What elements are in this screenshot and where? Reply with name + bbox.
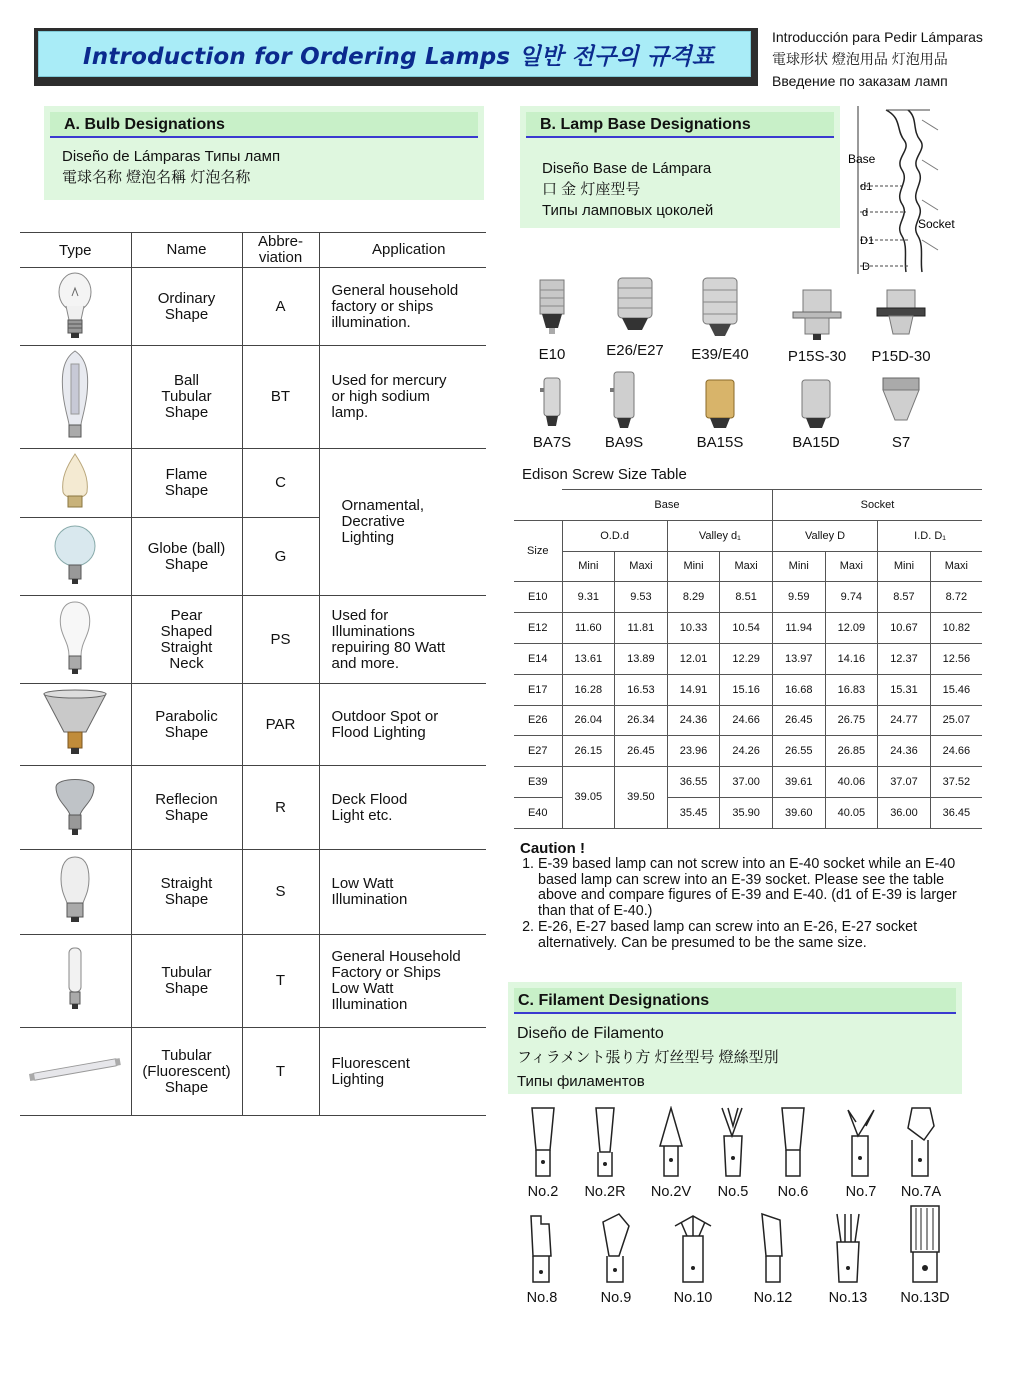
value-cell: 25.07 bbox=[930, 705, 982, 736]
base-ba7s bbox=[530, 374, 574, 451]
base-label: S7 bbox=[891, 434, 911, 451]
bulb-image-globe bbox=[20, 518, 131, 596]
header-size: Size bbox=[514, 520, 562, 582]
header-mini: Mini bbox=[562, 551, 615, 582]
table-header-row bbox=[514, 520, 982, 551]
section-c-heading: C. Filament Designations bbox=[514, 988, 956, 1014]
value-cell: 9.31 bbox=[562, 582, 615, 613]
filament-no2-icon bbox=[528, 1106, 558, 1180]
filament-no2v-icon bbox=[656, 1106, 686, 1180]
diagram-label: d bbox=[862, 207, 869, 219]
section-b-line: 口 金 灯座型号 bbox=[542, 181, 641, 198]
header-id: I.D. D₁ bbox=[878, 520, 982, 551]
size-cell: E14 bbox=[514, 643, 562, 674]
filament-label: No.9 bbox=[600, 1290, 632, 1306]
diagram-label: D1 bbox=[860, 235, 875, 247]
value-cell: 10.33 bbox=[667, 613, 720, 644]
bulb-name: Straight Shape bbox=[160, 875, 213, 908]
filament-no2r bbox=[580, 1106, 630, 1200]
base-e39-icon bbox=[697, 276, 743, 342]
header-mini: Mini bbox=[878, 551, 931, 582]
bulb-application: General household factory or ships illumination. bbox=[331, 281, 459, 331]
filament-label: No.2 bbox=[527, 1184, 559, 1200]
value-cell: 15.46 bbox=[930, 674, 982, 705]
header-application: Application bbox=[319, 233, 486, 268]
value-cell: 40.05 bbox=[825, 797, 878, 828]
value-cell: 24.66 bbox=[720, 705, 773, 736]
table-header-row bbox=[514, 490, 982, 521]
section-b-lines bbox=[542, 158, 713, 221]
header-maxi: Maxi bbox=[720, 551, 773, 582]
value-cell: 11.81 bbox=[615, 613, 668, 644]
base-p15d-icon bbox=[875, 288, 927, 344]
bulb-abbr: BT bbox=[242, 346, 319, 449]
bulb-application: Low Watt Illumination bbox=[331, 875, 408, 908]
filament-no7a-icon bbox=[904, 1106, 938, 1180]
value-cell: 26.85 bbox=[825, 736, 878, 767]
value-cell: 12.09 bbox=[825, 613, 878, 644]
filament-no12 bbox=[750, 1212, 796, 1306]
value-cell: 35.90 bbox=[720, 797, 773, 828]
base-ba7s-icon bbox=[538, 374, 566, 430]
bulb-image-ordinary bbox=[20, 268, 131, 346]
filament-no6-icon bbox=[778, 1106, 808, 1180]
base-p15s bbox=[784, 288, 850, 365]
value-cell: 37.00 bbox=[720, 767, 773, 798]
base-label: P15D-30 bbox=[871, 348, 931, 365]
base-ba15d-icon bbox=[796, 378, 836, 430]
bulb-image-pear bbox=[20, 596, 131, 684]
value-cell: 10.82 bbox=[930, 613, 982, 644]
value-cell: 35.45 bbox=[667, 797, 720, 828]
value-cell: 36.00 bbox=[878, 797, 931, 828]
base-ba15s bbox=[692, 378, 748, 451]
table-row bbox=[20, 766, 486, 850]
base-ba15d bbox=[788, 378, 844, 451]
filament-no2v bbox=[646, 1106, 696, 1200]
base-ba9s-icon bbox=[609, 370, 639, 430]
section-a-line: 電球名称 燈泡名稱 灯泡名称 bbox=[62, 169, 251, 186]
table-row bbox=[20, 268, 486, 346]
base-label: BA7S bbox=[532, 434, 572, 451]
tubular-bulb-icon bbox=[63, 946, 87, 1012]
header-base: Base bbox=[562, 490, 772, 521]
section-a-heading: A. Bulb Designations bbox=[50, 112, 478, 138]
table-row bbox=[20, 850, 486, 935]
section-b-heading: B. Lamp Base Designations bbox=[526, 112, 834, 138]
base-label: BA15D bbox=[792, 434, 840, 451]
filament-no5-icon bbox=[718, 1106, 748, 1180]
base-e10 bbox=[524, 276, 580, 363]
value-cell: 23.96 bbox=[667, 736, 720, 767]
value-cell: 8.72 bbox=[930, 582, 982, 613]
caution-title: Caution ! bbox=[520, 840, 585, 857]
value-cell: 37.52 bbox=[930, 767, 982, 798]
parabolic-bulb-icon bbox=[42, 688, 108, 758]
table-row bbox=[514, 613, 982, 644]
table-row bbox=[514, 582, 982, 613]
fluorescent-tube-icon bbox=[27, 1055, 123, 1085]
table-row bbox=[20, 935, 486, 1028]
bulb-abbr: C bbox=[242, 449, 319, 518]
filament-no13d-icon bbox=[905, 1204, 945, 1286]
header-valley-d1: Valley d₁ bbox=[667, 520, 772, 551]
straight-bulb-icon bbox=[55, 855, 95, 925]
bulb-abbr: PAR bbox=[242, 684, 319, 766]
title-subtitle bbox=[772, 26, 983, 92]
header-name: Name bbox=[131, 233, 242, 268]
bulb-abbr: PS bbox=[242, 596, 319, 684]
bulb-image-fluorescent bbox=[20, 1028, 131, 1116]
size-cell: E17 bbox=[514, 674, 562, 705]
ordinary-bulb-icon bbox=[52, 270, 98, 340]
bulb-designation-table bbox=[20, 232, 486, 1116]
filament-no8 bbox=[520, 1212, 564, 1306]
filament-label: No.13 bbox=[828, 1290, 868, 1306]
bulb-application: Used for mercury or high sodium lamp. bbox=[331, 372, 447, 421]
size-cell: E26 bbox=[514, 705, 562, 736]
bulb-name: Pear Shaped Straight Neck bbox=[160, 606, 213, 672]
value-cell: 26.34 bbox=[615, 705, 668, 736]
value-cell: 24.77 bbox=[878, 705, 931, 736]
filament-no8-icon bbox=[525, 1212, 559, 1286]
value-cell: 12.37 bbox=[878, 643, 931, 674]
base-ba15s-icon bbox=[700, 378, 740, 430]
section-c-line: Типы филаментов bbox=[517, 1073, 645, 1090]
value-cell: 10.54 bbox=[720, 613, 773, 644]
reflector-bulb-icon bbox=[52, 773, 98, 839]
value-cell: 39.50 bbox=[615, 767, 668, 829]
bulb-image-flame bbox=[20, 449, 131, 518]
value-cell: 13.61 bbox=[562, 643, 615, 674]
bulb-name: Flame Shape bbox=[164, 466, 209, 499]
header-maxi: Maxi bbox=[930, 551, 982, 582]
value-cell: 40.06 bbox=[825, 767, 878, 798]
value-cell: 8.51 bbox=[720, 582, 773, 613]
value-cell: 24.36 bbox=[667, 705, 720, 736]
bulb-name: Ordinary Shape bbox=[157, 289, 216, 323]
bulb-application: Used for Illuminations repuiring 80 Watt and more. bbox=[331, 606, 446, 672]
base-s7-icon bbox=[879, 376, 923, 430]
bulb-name: Reflecion Shape bbox=[155, 790, 218, 824]
value-cell: 39.05 bbox=[562, 767, 615, 829]
filament-label: No.5 bbox=[717, 1184, 749, 1200]
subtitle-line: Введение по заказам ламп bbox=[772, 73, 948, 89]
bulb-image-reflector bbox=[20, 766, 131, 850]
value-cell: 11.60 bbox=[562, 613, 615, 644]
filament-no2 bbox=[520, 1106, 566, 1200]
base-e10-icon bbox=[532, 276, 572, 342]
base-e26 bbox=[602, 276, 668, 359]
bulb-image-parabolic bbox=[20, 684, 131, 766]
size-cell: E40 bbox=[514, 797, 562, 828]
filament-no7a bbox=[898, 1106, 944, 1200]
header-socket: Socket bbox=[772, 490, 982, 521]
pear-bulb-icon bbox=[55, 600, 95, 676]
base-e26-icon bbox=[612, 276, 658, 338]
size-cell: E12 bbox=[514, 613, 562, 644]
value-cell: 16.28 bbox=[562, 674, 615, 705]
header-abbreviation bbox=[242, 233, 319, 268]
table-header-row bbox=[514, 551, 982, 582]
diagram-label: d1 bbox=[860, 181, 873, 193]
filament-no7 bbox=[840, 1106, 882, 1200]
bulb-image-ball-tubular bbox=[20, 346, 131, 449]
filament-label: No.2V bbox=[650, 1184, 692, 1200]
filament-no12-icon bbox=[756, 1212, 790, 1286]
filament-label: No.13D bbox=[900, 1290, 950, 1306]
value-cell: 13.97 bbox=[772, 643, 825, 674]
value-cell: 24.36 bbox=[878, 736, 931, 767]
value-cell: 37.07 bbox=[878, 767, 931, 798]
base-e39 bbox=[688, 276, 752, 363]
bulb-abbr: G bbox=[242, 518, 319, 596]
value-cell: 16.53 bbox=[615, 674, 668, 705]
filament-label: No.7 bbox=[845, 1184, 877, 1200]
section-c-lines bbox=[517, 1022, 779, 1094]
value-cell: 13.89 bbox=[615, 643, 668, 674]
base-s7 bbox=[874, 376, 928, 451]
base-label: E39/E40 bbox=[691, 346, 749, 363]
section-c-line: フィラメント張り方 灯丝型号 燈絲型別 bbox=[517, 1049, 779, 1066]
bulb-abbr: T bbox=[242, 1028, 319, 1116]
title-banner bbox=[34, 28, 758, 86]
value-cell: 26.45 bbox=[772, 705, 825, 736]
bulb-name: Globe (ball) Shape bbox=[147, 539, 226, 573]
base-label: E10 bbox=[538, 346, 566, 363]
table-row bbox=[20, 1028, 486, 1116]
subtitle-line: 電球形状 燈泡用品 灯泡用品 bbox=[772, 51, 948, 67]
value-cell: 39.60 bbox=[772, 797, 825, 828]
bulb-abbr: R bbox=[242, 766, 319, 850]
value-cell: 24.66 bbox=[930, 736, 982, 767]
value-cell: 26.15 bbox=[562, 736, 615, 767]
value-cell: 26.75 bbox=[825, 705, 878, 736]
section-a-lines bbox=[62, 146, 280, 188]
value-cell: 11.94 bbox=[772, 613, 825, 644]
value-cell: 39.61 bbox=[772, 767, 825, 798]
base-label: P15S-30 bbox=[787, 348, 847, 365]
bulb-image-tubular bbox=[20, 935, 131, 1028]
bulb-name: Tubular Shape bbox=[161, 964, 212, 997]
filament-label: No.7A bbox=[900, 1184, 942, 1200]
section-b-box bbox=[520, 106, 840, 228]
edison-screw-table bbox=[514, 489, 982, 829]
value-cell: 9.53 bbox=[615, 582, 668, 613]
filament-label: No.2R bbox=[584, 1184, 626, 1200]
diagram-label: Base bbox=[848, 152, 876, 166]
section-b-line: Diseño Base de Lámpara bbox=[542, 160, 712, 177]
value-cell: 8.57 bbox=[878, 582, 931, 613]
table-row bbox=[514, 674, 982, 705]
bulb-abbr: S bbox=[242, 850, 319, 935]
section-b-line: Типы ламповых цоколей bbox=[542, 202, 714, 219]
flame-bulb-icon bbox=[58, 452, 92, 510]
value-cell: 36.45 bbox=[930, 797, 982, 828]
table-row bbox=[20, 346, 486, 449]
value-cell: 14.16 bbox=[825, 643, 878, 674]
value-cell: 26.45 bbox=[615, 736, 668, 767]
diagram-label: D bbox=[862, 261, 870, 273]
ball-tubular-bulb-icon bbox=[55, 349, 95, 441]
bulb-application: Deck Flood Light etc. bbox=[331, 790, 408, 824]
size-cell: E39 bbox=[514, 767, 562, 798]
filament-no6 bbox=[772, 1106, 814, 1200]
filament-no13-icon bbox=[831, 1212, 865, 1286]
value-cell: 12.29 bbox=[720, 643, 773, 674]
size-cell: E27 bbox=[514, 736, 562, 767]
bulb-abbr: A bbox=[242, 268, 319, 346]
header-type: Type bbox=[20, 233, 131, 268]
filament-label: No.8 bbox=[526, 1290, 558, 1306]
value-cell: 10.67 bbox=[878, 613, 931, 644]
caution-item: 2. E-26, E-27 based lamp can screw into an E-26, E-27 socket alternatively. Can be presumed to be the same size. bbox=[538, 920, 970, 952]
filament-no2r-icon bbox=[590, 1106, 620, 1180]
table-row bbox=[20, 596, 486, 684]
bulb-application: General Household Factory or Ships Low Watt Illumination bbox=[331, 948, 461, 1013]
base-label: BA9S bbox=[604, 434, 644, 451]
globe-bulb-icon bbox=[53, 522, 97, 588]
edison-table-title: Edison Screw Size Table bbox=[522, 466, 687, 483]
value-cell: 9.59 bbox=[772, 582, 825, 613]
value-cell: 16.68 bbox=[772, 674, 825, 705]
base-socket-diagram bbox=[846, 100, 966, 280]
header-valley-D: Valley D bbox=[772, 520, 877, 551]
filament-no10-icon bbox=[673, 1212, 713, 1286]
value-cell: 16.83 bbox=[825, 674, 878, 705]
value-cell: 26.04 bbox=[562, 705, 615, 736]
table-row bbox=[514, 767, 982, 798]
section-c-box bbox=[508, 982, 962, 1094]
header-od: O.D.d bbox=[562, 520, 667, 551]
value-cell: 12.56 bbox=[930, 643, 982, 674]
filament-label: No.12 bbox=[753, 1290, 793, 1306]
subtitle-line: Introducción para Pedir Lámparas bbox=[772, 29, 983, 45]
filament-no9 bbox=[594, 1212, 638, 1306]
value-cell: 15.16 bbox=[720, 674, 773, 705]
header-maxi: Maxi bbox=[615, 551, 668, 582]
table-row bbox=[514, 643, 982, 674]
diagram-label: Socket bbox=[918, 217, 955, 231]
base-label: BA15S bbox=[696, 434, 744, 451]
value-cell: 12.01 bbox=[667, 643, 720, 674]
filament-label: No.10 bbox=[673, 1290, 713, 1306]
bulb-abbr: T bbox=[242, 935, 319, 1028]
bulb-application: Fluorescent Lighting bbox=[331, 1054, 410, 1088]
filament-no10 bbox=[668, 1212, 718, 1306]
section-c-line: Diseño de Filamento bbox=[517, 1025, 664, 1042]
bulb-name: Tubular (Fluorescent) Shape bbox=[142, 1046, 231, 1096]
table-header-row bbox=[20, 233, 486, 268]
filament-no13 bbox=[826, 1212, 870, 1306]
title-banner-inner bbox=[38, 31, 751, 77]
value-cell: 24.26 bbox=[720, 736, 773, 767]
table-row bbox=[20, 449, 486, 518]
bulb-application: Outdoor Spot or Flood Lighting bbox=[331, 707, 439, 741]
section-a-box bbox=[44, 106, 484, 200]
filament-no7-icon bbox=[844, 1106, 878, 1180]
filament-no5 bbox=[712, 1106, 754, 1200]
table-row bbox=[514, 736, 982, 767]
table-row bbox=[514, 705, 982, 736]
section-a-line: Diseño de Lámparas Типы ламп bbox=[62, 148, 281, 165]
value-cell: 15.31 bbox=[878, 674, 931, 705]
value-cell: 9.74 bbox=[825, 582, 878, 613]
filament-label: No.6 bbox=[777, 1184, 809, 1200]
header-maxi: Maxi bbox=[825, 551, 878, 582]
header-mini: Mini bbox=[772, 551, 825, 582]
base-p15d bbox=[868, 288, 934, 365]
value-cell: 14.91 bbox=[667, 674, 720, 705]
value-cell: 36.55 bbox=[667, 767, 720, 798]
table-row bbox=[20, 684, 486, 766]
base-p15s-icon bbox=[791, 288, 843, 344]
caution-note bbox=[520, 841, 970, 952]
caution-item: 1. E-39 based lamp can not screw into an E-40 socket while an E-40 based lamp can screw into an E-39 socket. Please see the table above and compare figures of E-39 and E-40. (d1 of E-39 is larger than that of E-40.) bbox=[538, 857, 970, 920]
value-cell: 26.55 bbox=[772, 736, 825, 767]
base-ba9s bbox=[600, 370, 648, 451]
page-title: Introduction for Ordering Lamps 일반 전구의 규격표 bbox=[83, 43, 715, 70]
base-label: E26/E27 bbox=[606, 342, 664, 359]
header-abbreviation-text: Abbre- viation bbox=[257, 233, 304, 266]
bulb-image-straight bbox=[20, 850, 131, 935]
size-cell: E10 bbox=[514, 582, 562, 613]
filament-no13d bbox=[898, 1204, 952, 1306]
bulb-application: Ornamental, Decrative Lighting bbox=[341, 497, 425, 546]
bulb-name: Ball Tubular Shape bbox=[161, 372, 212, 421]
bulb-name: Parabolic Shape bbox=[155, 707, 218, 741]
filament-no9-icon bbox=[599, 1212, 633, 1286]
header-mini: Mini bbox=[667, 551, 720, 582]
value-cell: 8.29 bbox=[667, 582, 720, 613]
